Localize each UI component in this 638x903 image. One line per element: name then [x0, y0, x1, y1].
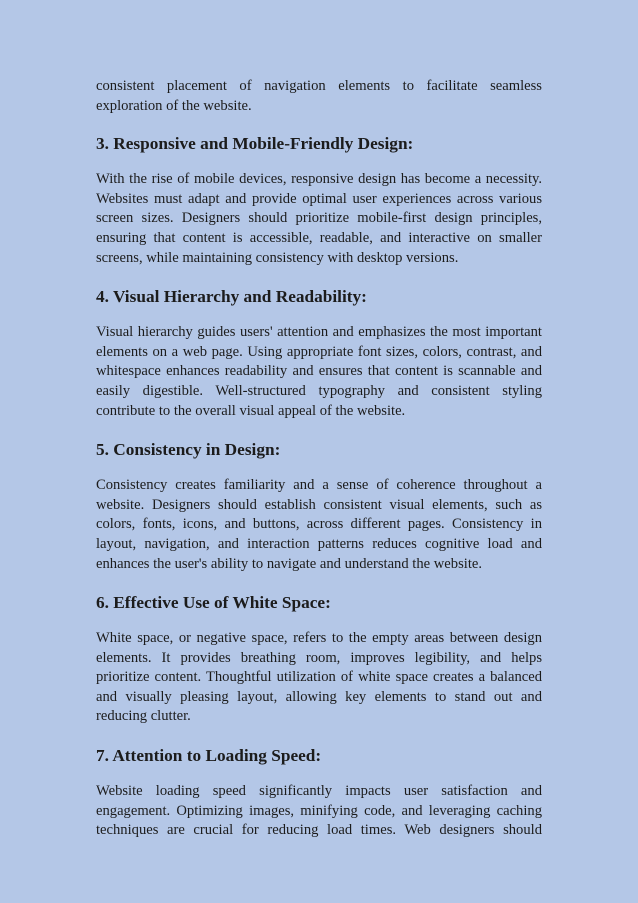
section-white-space: [96, 592, 542, 727]
section-responsive-design: [96, 133, 542, 268]
section-heading: 6. Effective Use of White Space:: [96, 593, 331, 613]
section-body: With the rise of mobile devices, responsive design has become a necessity. Websites must adapt and provide optimal user experiences across various screen sizes. Designers should prioritize mobile-first design principles, ensuring that content is accessible, readable, and interactive on smaller screens, while maintaining consistency with desktop versions.: [96, 171, 542, 266]
section-heading: 7. Attention to Loading Speed:: [96, 746, 322, 766]
section-heading: 4. Visual Hierarchy and Readability:: [96, 287, 367, 307]
intro-paragraph: consistent placement of navigation elements to facilitate seamless exploration of the website.: [96, 78, 542, 114]
section-body: Visual hierarchy guides users' attention and emphasizes the most important elements on a web page. Using appropriate font sizes, colors, contrast, and whitespace enhances readability and ensures that content is scannable and easily digestible. Well-structured typography and consistent styling contribute to the overall visual appeal of the website.: [96, 324, 542, 419]
section-visual-hierarchy: [96, 286, 542, 421]
section-body: White space, or negative space, refers to the empty areas between design elements. It provides breathing room, improves legibility, and helps prioritize content. Thoughtful utilization of white space creates a balanced and visually pleasing layout, allowing key elements to stand out and reducing clutter.: [96, 630, 542, 725]
section-heading: 3. Responsive and Mobile-Friendly Design:: [96, 134, 414, 154]
section-consistency: [96, 439, 542, 574]
section-body: Website loading speed significantly impacts user satisfaction and engagement. Optimizing images, minifying code, and leveraging caching techniques are crucial for reducing load times. Web designers should: [96, 783, 542, 839]
section-loading-speed: [96, 745, 542, 841]
section-heading: 5. Consistency in Design:: [96, 440, 281, 460]
section-body: Consistency creates familiarity and a sense of coherence throughout a website. Designers should establish consistent visual elements, such as colors, fonts, icons, and buttons, across different pages. Consistency in layout, navigation, and interaction patterns reduces cognitive load and enhances the user's ability to navigate and understand the website.: [96, 477, 542, 572]
